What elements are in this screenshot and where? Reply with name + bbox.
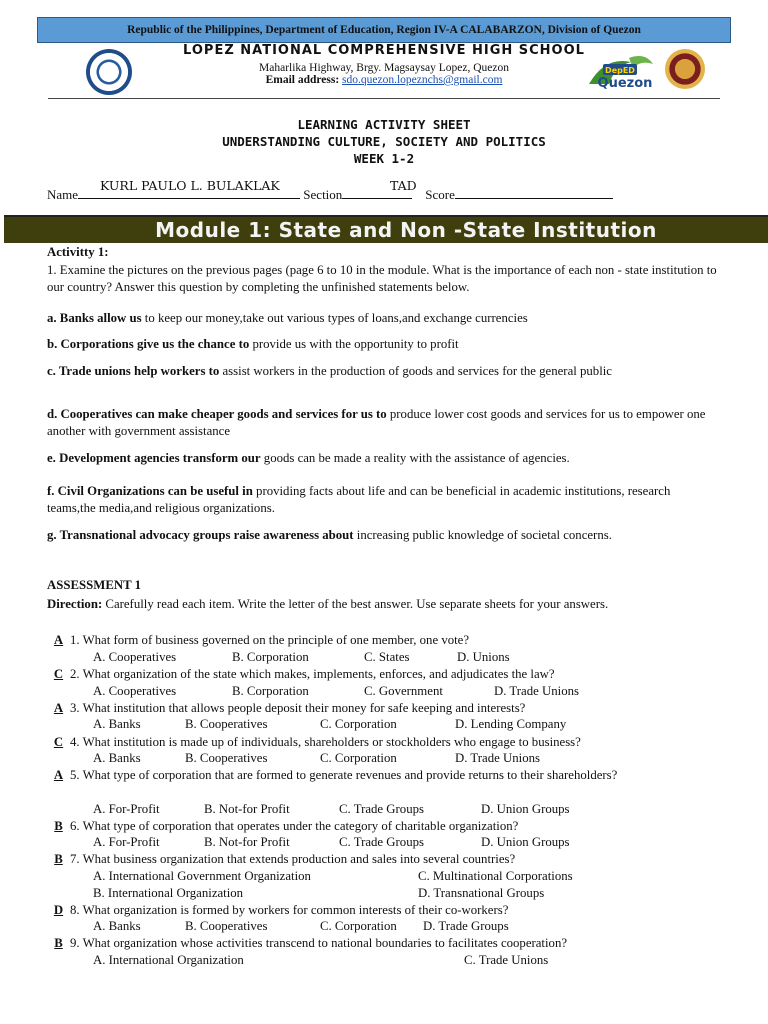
choice: D. Union Groups [481,802,570,816]
choice: A. Cooperatives [93,650,177,664]
question-text: 4. What institution is made up of individuals, shareholders or stockholders who engage to business? [70,735,581,749]
question-text: 7. What business organization that extends production and sales into several countries? [70,852,516,866]
item-answer: increasing public knowledge of societal concerns. [353,528,612,542]
score-label: Score [425,187,455,202]
choice: D. Lending Company [455,717,567,731]
answer-blank[interactable]: D [53,903,64,917]
choice: A. Banks [93,919,141,933]
header-divider [48,98,720,99]
assessment-direction [47,596,717,613]
sheet-title: LEARNING ACTIVITY SHEET [297,117,471,132]
email-line [0,74,768,86]
question [47,767,717,784]
answer-blank[interactable]: A [53,701,64,715]
section-value: TAD [390,178,417,193]
school-address: Maharlika Highway, Brgy. Magsaysay Lopez, Quezon [259,62,509,74]
choice: B. Not-for Profit [204,802,290,816]
section-field[interactable] [342,186,412,199]
banner-text: Republic of the Philippines, Department of Education, Region IV-A CALABARZON, Division of Quezon [127,24,641,36]
question [47,666,717,683]
choice: B. Cooperatives [185,751,268,765]
choice: D. Trade Unions [455,751,540,765]
item-answer: assist workers in the production of goods and services for the general public [219,364,612,378]
choice: A. International Government Organization [93,869,311,883]
item-prompt: c. Trade unions help workers to [47,364,220,378]
item-prompt: a. Banks allow us [47,311,142,325]
direction-label: Direction: [47,597,103,611]
activity-item [47,363,717,380]
score-field[interactable] [455,186,613,199]
email-label: Email address: [265,74,340,86]
choice: D. Transnational Groups [418,886,545,900]
choice: B. Corporation [232,684,309,698]
choice: C. Corporation [320,717,397,731]
choice: C. Government [364,684,443,698]
question-text: 5. What type of corporation that are formed to generate revenues and provide returns to their shareholders? [70,768,618,782]
choice: C. Multinational Corporations [418,869,573,883]
svg-text:Quezon: Quezon [597,76,653,91]
item-prompt: f. Civil Organizations can be useful in [47,484,253,498]
answer-blank[interactable]: B [54,819,63,833]
name-label: Name [47,187,79,202]
choice: C. Corporation [320,751,397,765]
svg-text:DepED: DepED [605,66,635,75]
question-text: 8. What organization is formed by workers for common interests of their co-workers? [70,903,509,917]
school-name: LOPEZ NATIONAL COMPREHENSIVE HIGH SCHOOL [183,43,585,58]
choice: A. International Organization [93,953,244,967]
choice: A. Banks [93,751,141,765]
item-answer: to keep our money,take out various types of loans,and exchange currencies [141,311,528,325]
subject-title: UNDERSTANDING CULTURE, SOCIETY AND POLITICS [222,134,546,149]
choice: D. Union Groups [481,835,570,849]
activity-instruction: 1. Examine the pictures on the previous pages (page 6 to 10 in the module. What is the importance of each non - state institution to our country? Answer this question by completing the unfinished statements below. [47,263,717,294]
item-prompt: d. Cooperatives can make cheaper goods and services for us to [47,407,387,421]
choice: D. Trade Unions [494,684,579,698]
item-prompt: g. Transnational advocacy groups raise awareness about [47,528,354,542]
header-banner [37,17,731,43]
answer-blank[interactable]: B [54,852,63,866]
item-answer: providing facts about life and can be beneficial in academic institutions, research teams,the media,and religious organizations. [47,484,671,515]
choice: C. Corporation [320,919,397,933]
name-field[interactable] [78,186,300,199]
answer-blank[interactable]: A [53,768,64,782]
answer-blank[interactable]: C [53,667,64,681]
email-link[interactable]: sdo.quezon.lopeznchs@gmail.com [342,74,503,86]
question [47,935,717,952]
activity-item [47,483,717,517]
student-info-row [47,186,613,203]
item-prompt: b. Corporations give us the chance to [47,337,250,351]
question [47,818,717,835]
student-name-value: KURL PAULO L. BULAKLAK [100,178,280,193]
choice: A. Banks [93,717,141,731]
choice: C. Trade Unions [464,953,549,967]
answer-blank[interactable]: A [53,633,64,647]
choice: D. Unions [457,650,510,664]
activity-item [47,450,717,467]
question [47,851,717,868]
choice: B. International Organization [93,886,244,900]
question [47,734,717,751]
assessment-title: ASSESSMENT 1 [47,578,142,592]
choice: A. For-Profit [93,835,160,849]
item-answer: produce lower cost goods and services for us to empower one another with government assistance [47,407,706,438]
activity-title: Activitty 1: [47,245,109,259]
answer-blank[interactable]: B [54,936,63,950]
choice: C. Trade Groups [339,802,424,816]
activity-item [47,527,717,544]
choice: C. Trade Groups [339,835,424,849]
question [47,902,717,919]
question-text: 2. What organization of the state which makes, implements, enforces, and adjudicates the law? [70,667,555,681]
module-title: Module 1: State and Non -State Institution [155,218,657,242]
activity-item [47,406,717,440]
choice: B. Cooperatives [185,919,268,933]
question-text: 6. What type of corporation that operates under the category of charitable organization? [70,819,519,833]
activity-item [47,310,717,327]
week-title: WEEK 1-2 [353,151,415,166]
question-text: 9. What organization whose activities transcend to national boundaries to facilitates cooperation? [70,936,568,950]
item-prompt: e. Development agencies transform our [47,451,261,465]
direction-text: Carefully read each item. Write the letter of the best answer. Use separate sheets for your answers. [102,597,609,611]
choice: C. States [364,650,410,664]
question-text: 3. What institution that allows people deposit their money for safe keeping and interests? [70,701,526,715]
item-answer: provide us with the opportunity to profit [249,337,459,351]
choice: A. Cooperatives [93,684,177,698]
choice: D. Trade Groups [423,919,509,933]
activity-item [47,336,717,353]
choice: B. Cooperatives [185,717,268,731]
question-text: 1. What form of business governed on the principle of one member, one vote? [70,633,470,647]
module-title-bar [4,215,768,243]
choice: B. Corporation [232,650,309,664]
choice: A. For-Profit [93,802,160,816]
item-answer: goods can be made a reality with the assistance of agencies. [260,451,570,465]
choice: B. Not-for Profit [204,835,290,849]
question [47,700,717,717]
question [47,632,717,649]
answer-blank[interactable]: C [53,735,64,749]
section-label: Section [303,187,343,202]
